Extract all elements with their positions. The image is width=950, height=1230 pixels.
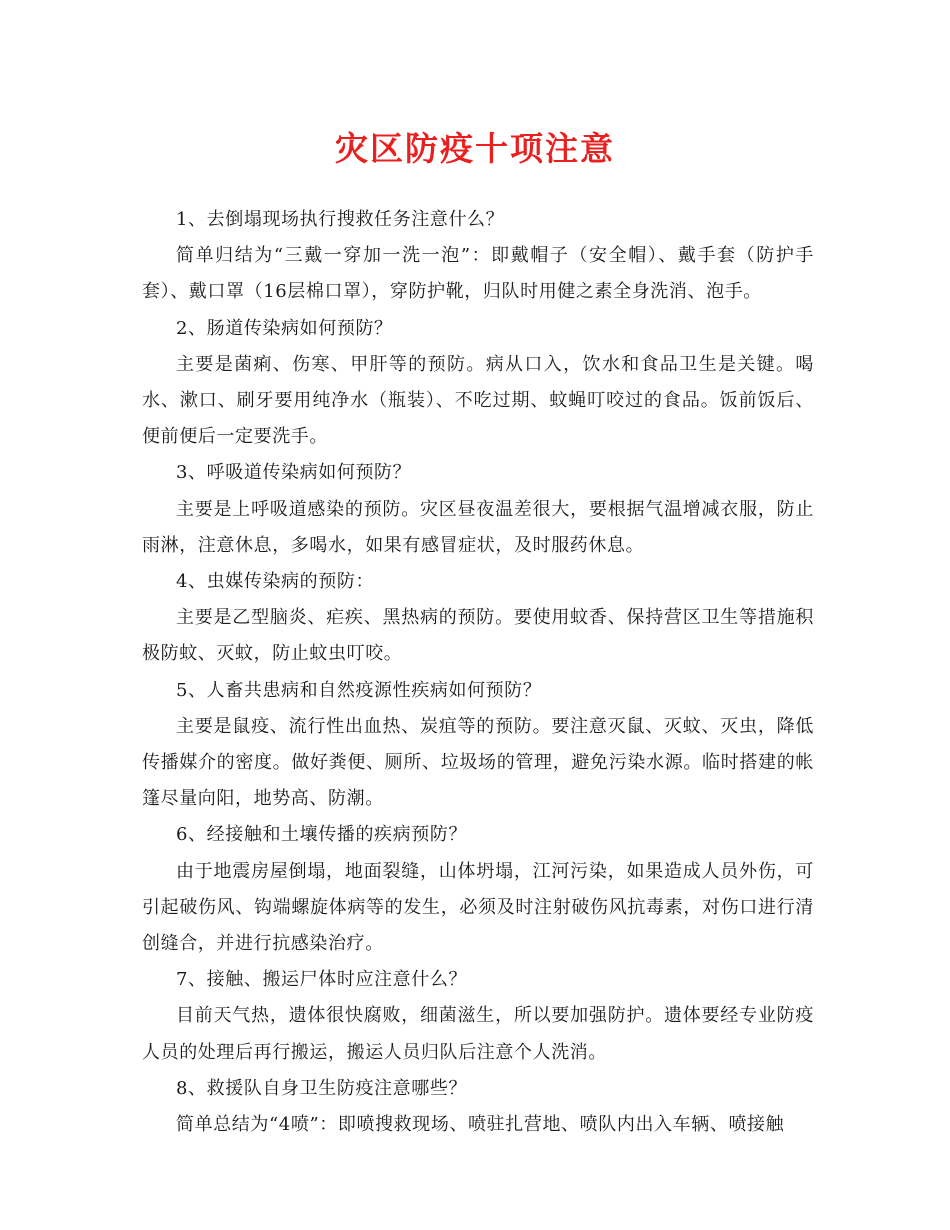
question-8: 8、救援队自身卫生防疫注意哪些？ xyxy=(176,1077,468,1099)
answer-7: 目前天气热，遗体很快腐败，细菌滋生，所以要加强防护。遗体要经专业防疫人员的处理后再行搬运，搬运人员归队后注意个人洗消。 xyxy=(142,1005,814,1063)
answer-8: 简单总结为“4喷”：即喷搜救现场、喷驻扎营地、喷队内出入车辆、喷接触 xyxy=(176,1114,785,1136)
question-6: 6、经接触和土壤传播的疾病预防？ xyxy=(176,824,468,846)
document-body xyxy=(142,202,814,1143)
question-5: 5、人畜共患病和自然疫源性疾病如何预防？ xyxy=(176,679,542,701)
answer-4: 主要是乙型脑炎、疟疾、黑热病的预防。要使用蚊香、保持营区卫生等措施积极防蚊、灭蚊，防止蚊虫叮咬。 xyxy=(142,607,814,665)
question-2: 2、肠道传染病如何预防？ xyxy=(176,317,393,339)
question-1: 1、去倒塌现场执行搜救任务注意什么？ xyxy=(176,209,505,230)
answer-6: 由于地震房屋倒塌，地面裂缝，山体坍塌，江河污染，如果造成人员外伤，可引起破伤风、钩端螺旋体病等的发生，必须及时注射破伤风抗毒素，对伤口进行清创缝合，并进行抗感染治疗。 xyxy=(142,860,814,955)
question-7: 7、接触、搬运尸体时应注意什么？ xyxy=(176,969,468,991)
question-4: 4、虫媒传染病的预防： xyxy=(176,571,375,593)
answer-2: 主要是菌痢、伤寒、甲肝等的预防。病从口入，饮水和食品卫生是关键。喝水、漱口、刷牙要用纯净水（瓶装）、不吃过期、蚊蝇叮咬过的食品。饭前饭后、便前便后一定要洗手。 xyxy=(142,353,814,448)
answer-5: 主要是鼠疫、流行性出血热、炭疽等的预防。要注意灭鼠、灭蚊、灭虫，降低传播媒介的密度。做好粪便、厕所、垃圾场的管理，避免污染水源。临时搭建的帐篷尽量向阳，地势高、防潮。 xyxy=(142,715,814,810)
document-title: 灾区防疫十项注意 xyxy=(335,129,615,168)
question-3: 3、呼吸道传染病如何预防？ xyxy=(176,462,412,484)
answer-1: 简单归结为“三戴一穿加一洗一泡”：即戴帽子（安全帽）、戴手套（防护手套）、戴口罩（16层棉口罩），穿防护靴，归队时用健之素全身洗消、泡手。 xyxy=(142,245,814,303)
answer-3: 主要是上呼吸道感染的预防。灾区昼夜温差很大，要根据气温增减衣服，防止雨淋，注意休息，多喝水，如果有感冒症状，及时服药休息。 xyxy=(142,498,814,556)
